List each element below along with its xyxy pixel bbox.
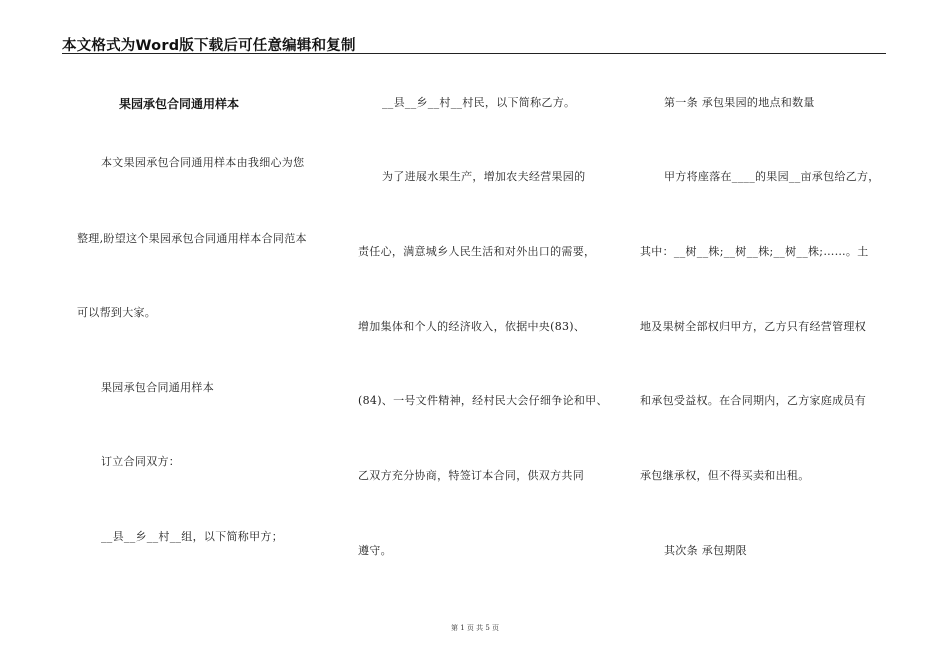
right-line-2: 甲方将座落在____的果园__亩承包给乙方， [664,170,880,183]
right-line-3: 其中：__树__株;__树__株;__树__株;……。土 [640,245,869,258]
right-line-4: 地及果树全部权归甲方，乙方只有经营管理权 [640,320,866,333]
right-line-7: 其次条 承包期限 [664,544,747,557]
middle-line-2: 为了进展水果生产，增加农夫经营果园的 [382,170,586,183]
document-header: 本文格式为Word版下载后可任意编辑和复制 [62,38,356,54]
left-line-1: 本文果园承包合同通用样本由我细心为您 [101,156,305,169]
left-line-2: 整理,盼望这个果园承包合同通用样本合同范本 [77,232,307,245]
left-line-5: 订立合同双方： [101,455,181,468]
middle-line-7: 遵守。 [358,544,392,557]
left-line-4: 果园承包合同通用样本 [101,381,214,394]
middle-line-1: __县__乡__村__村民，以下简称乙方。 [382,96,576,109]
right-line-1: 第一条 承包果园的地点和数量 [664,96,815,109]
right-line-5: 和承包受益权。在合同期内，乙方家庭成员有 [640,394,866,407]
middle-line-3: 责任心，满意城乡人民生活和对外出口的需要， [358,245,596,258]
left-line-3: 可以帮到大家。 [77,306,157,319]
left-line-6: __县__乡__村__组，以下简称甲方； [101,530,283,543]
page-number: 第 1 页 共 5 页 [450,624,500,632]
document-title: 果园承包合同通用样本 [119,97,240,111]
middle-line-5: (84)、一号文件精神，经村民大会仔细争论和甲、 [358,394,608,407]
middle-line-6: 乙双方充分协商，特签订本合同，供双方共同 [358,469,584,482]
right-line-6: 承包继承权，但不得买卖和出租。 [640,469,810,482]
middle-line-4: 增加集体和个人的经济收入，依据中央(83)、 [358,320,586,333]
header-divider [62,53,886,54]
